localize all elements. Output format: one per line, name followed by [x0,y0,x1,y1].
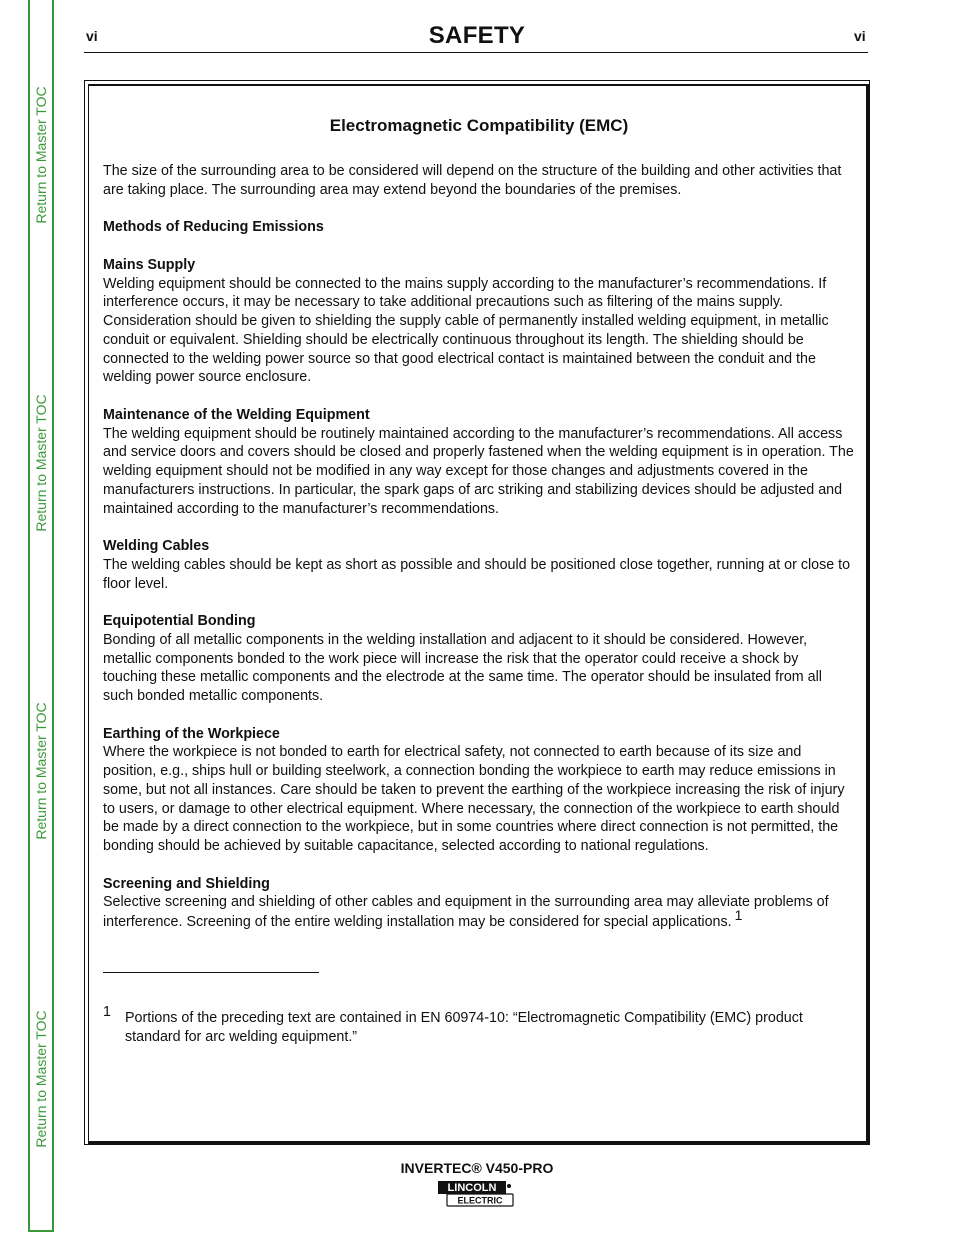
page-number-left: vi [86,28,98,44]
mains-supply-text: Welding equipment should be connected to the mains supply according to the manufacturer’s recommendations. If interference occurs, it may be necessary to take additional precautions such as filtering of the mains supply. Consideration should be given to shielding the supply cable of permanently installed welding equipment, in metallic conduit or equivalent. Shielding should be electrically continuous throughout its length. The shielding should be connected to the welding power source so that good electrical contact is maintained between the conduit and the welding power source enclosure. [103,275,829,386]
footnote-number: 1 [103,1003,111,1020]
earthing-text: Where the workpiece is not bonded to earth for electrical safety, not connected to earth because of its size and position, e.g., ships hull or building steelwork, a connection bonding the workpiece to earth may reduce emissions in some, but not all instances. Care should be taken to prevent the earthing of the workpiece increasing the risk of injury to users, or damage to other electrical equipment. Where necessary, the connection of the workpiece to earth should be made by a direct connection to the workpiece, but in some countries where direct connection is not permitted, the bonding should be achieved by suitable capacitance, selected according to national regulations. [103,744,845,854]
footnote-marker: 1 [734,907,743,923]
product-name: INVERTEC® V450-PRO [400,1160,554,1176]
footnote-divider [103,972,319,973]
lincoln-electric-logo [437,1180,515,1207]
screening-text: Selective screening and shielding of other cables and equipment in the surrounding area may alleviate problems of interference. Screening of the entire welding installation may be considered for special applications. [103,894,829,930]
screening-paragraph [103,893,855,932]
footnote-text: Portions of the preceding text are contained in EN 60974-10: “Electromagnetic Compatibility (EMC) product standard for arc welding equipment.” [125,1009,803,1045]
welding-cables-heading: Welding Cables [103,538,210,554]
earthing-heading: Earthing of the Workpiece [103,725,280,742]
logo-text-top: LINCOLN [447,1182,497,1195]
page-number-right: vi [854,28,866,44]
methods-heading: Methods of Reducing Emissions [103,219,324,236]
screening-heading: Screening and Shielding [103,875,270,892]
intro-paragraph: The size of the surrounding area to be considered will depend on the structure of the building and other activities that are taking place. The surrounding area may extend beyond the boundaries of the premises. [103,163,842,198]
maintenance-text: The welding equipment should be routinely maintained according to the manufacturer’s recommendations. All access and service doors and covers should be closed and properly fastened when the welding equipment is in operation. The welding equipment should not be modified in any way except for those changes and adjustments covered in the manufacturers instructions. In particular, the spark gaps of arc striking and stabilizing devices should be adjusted and maintained according to the manufacturer’s recommendations. [103,425,854,517]
equipotential-bonding-heading: Equipotential Bonding [103,613,256,629]
equipotential-bonding-text: Bonding of all metallic components in the welding installation and adjacent to it should be considered. However, metallic components bonded to the work piece will increase the risk that the operator could receive a shock by touching these metallic components and the electrode at the same time. The operator should be insulated from all such bonded metallic components. [103,631,822,704]
maintenance-heading: Maintenance of the Welding Equipment [103,406,370,423]
content-body [103,114,855,1046]
section-title: Electromagnetic Compatibility (EMC) [329,116,629,135]
mains-supply-heading: Mains Supply [103,256,196,273]
header-rule [84,52,868,53]
welding-cables-text: The welding cables should be kept as short as possible and should be positioned close together, running at or close to floor level. [103,556,851,592]
page-title: SAFETY [428,22,526,49]
logo-text-bottom: ELECTRIC [457,1195,503,1206]
footnote [103,1003,855,1047]
